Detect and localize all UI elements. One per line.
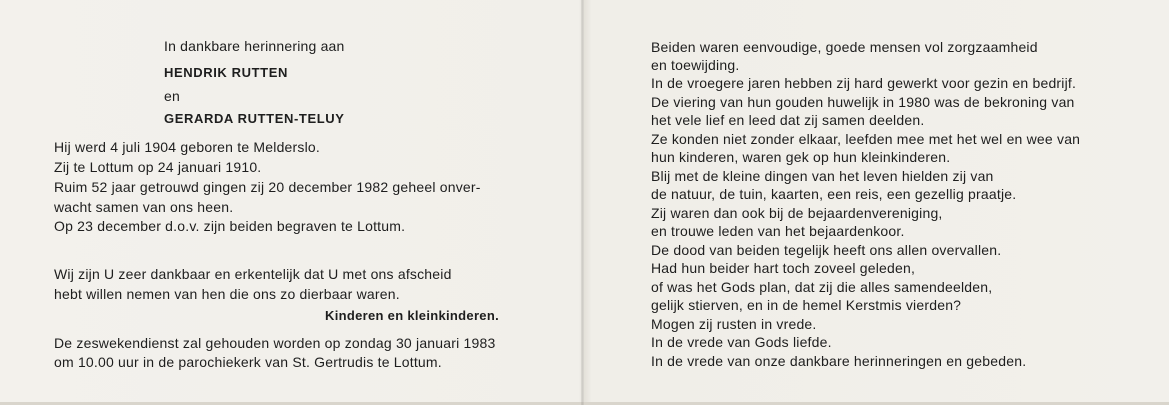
thanks-line: hebt willen nemen van hen die ons zo dierbaar waren. [54,286,400,302]
deceased-name-2: GERARDA RUTTEN-TELUY [164,111,345,126]
bio-line: wacht samen van ons heen. [54,199,234,215]
signature: Kinderen en kleinkinderen. [325,308,499,323]
thanks-line: Wij zijn U zeer dankbaar en erkentelijk dat U met ons afscheid [54,266,452,282]
poem-line: Blij met de kleine dingen van het leven hielden zij van [651,168,994,184]
poem-line: gelijk stierven, en in de hemel Kerstmis vierden? [651,297,962,313]
poem-line: Zij waren dan ook bij de bejaardenvereniging, [651,205,943,221]
service-line: om 10.00 uur in de parochiekerk van St. Gertrudis te Lottum. [54,354,442,370]
poem-line: en toewijding. [651,57,740,73]
poem-line: de natuur, de tuin, kaarten, een reis, een gezellig praatje. [651,186,1017,202]
poem-line: De dood van beiden tegelijk heeft ons allen overvallen. [651,242,1002,258]
poem-line: Beiden waren eenvoudige, goede mensen vol zorgzaamheid [651,39,1038,55]
poem-line: Ze konden niet zonder elkaar, leefden mee met het wel en wee van [651,131,1081,147]
bio-line: Zij te Lottum op 24 januari 1910. [54,159,262,175]
conjunction: en [164,88,180,104]
intro-line: In dankbare herinnering aan [164,38,345,54]
bio-line: Op 23 december d.o.v. zijn beiden begraven te Lottum. [54,218,406,234]
poem-line: Had hun beider hart toch zoveel geleden, [651,260,916,276]
bio-line: Hij werd 4 juli 1904 geboren te Melderslo. [54,139,320,155]
poem-line: Mogen zij rusten in vrede. [651,316,817,332]
poem-line: of was het Gods plan, dat zij die alles samendeelden, [651,279,993,295]
poem-line: en trouwe leden van het bejaardenkoor. [651,223,905,239]
bio-line: Ruim 52 jaar getrouwd gingen zij 20 december 1982 geheel onver- [54,179,481,195]
poem-line: het vele lief en leed dat zij samen deelden. [651,112,925,128]
poem-line: In de vrede van Gods liefde. [651,334,832,350]
poem-line: In de vrede van onze dankbare herinneringen en gebeden. [651,353,1027,369]
poem-line: De viering van hun gouden huwelijk in 1980 was de bekroning van [651,94,1075,110]
card-fold [581,0,584,405]
service-line: De zeswekendienst zal gehouden worden op zondag 30 januari 1983 [54,335,496,351]
poem-line: In de vroegere jaren hebben zij hard gewerkt voor gezin en bedrijf. [651,75,1077,91]
poem-line: hun kinderen, waren gek op hun kleinkinderen. [651,149,951,165]
deceased-name-1: HENDRIK RUTTEN [164,65,288,80]
